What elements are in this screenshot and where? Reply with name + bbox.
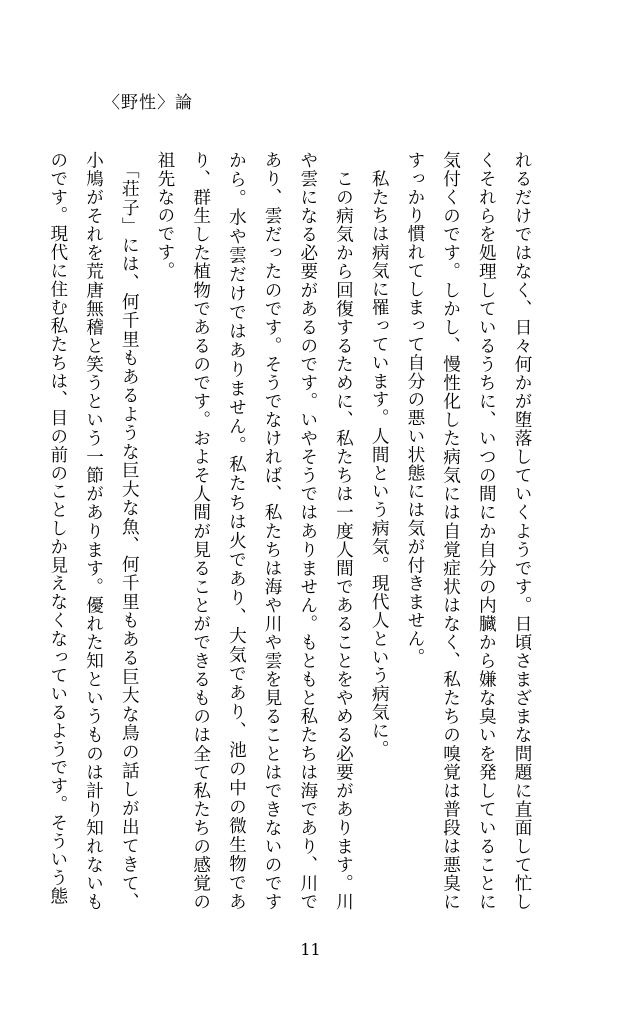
- running-header-title: 〈野性〉論: [103, 93, 193, 113]
- vertical-body-text: [47, 151, 539, 911]
- page-number: 11: [300, 940, 321, 959]
- paragraph: 私たちは病気に罹っています。人間という病気。現代人という病気に。: [369, 151, 390, 759]
- paragraph: この病気から回復するために、私たちは一度人間であることをやめる必要があります。川や雲になる必要があるのです。いやそうではありません。もともと私たちは海であり、川であり、雲だったのです。そうでなければ、私たちは海や川や雲を見ることはできないのですから。水や雲だけではありません。私たちは火であり、大気であり、池の中の微生物であり、群生した植物であるのです。およそ人間が見ることができるものは全て私たちの感覚の祖先なのです。: [154, 151, 354, 911]
- paragraph: れるだけではなく、日々何かが堕落していくようです。日頃さまざまな問題に直面して忙しくそれらを処理しているうちに、いつの間にか自分の内臓から嫌な臭いを発していることに気付くのです。しかし、慢性化した病気には自覚症状はなく、私たちの嗅覚は普段は悪臭にすっかり慣れてしまって自分の悪い状態には気が付きません。: [404, 151, 532, 911]
- paragraph: 「荘子」には、何千里もあるような巨大な魚、何千里もある巨大な鳥の話しが出てきて、小鳩がそれを荒唐無稽と笑うという一節があります。優れた知というものは計り知れないものです。現代に住む私たちは、目の前のことしか見えなくなっているようです。そういう態: [47, 151, 140, 911]
